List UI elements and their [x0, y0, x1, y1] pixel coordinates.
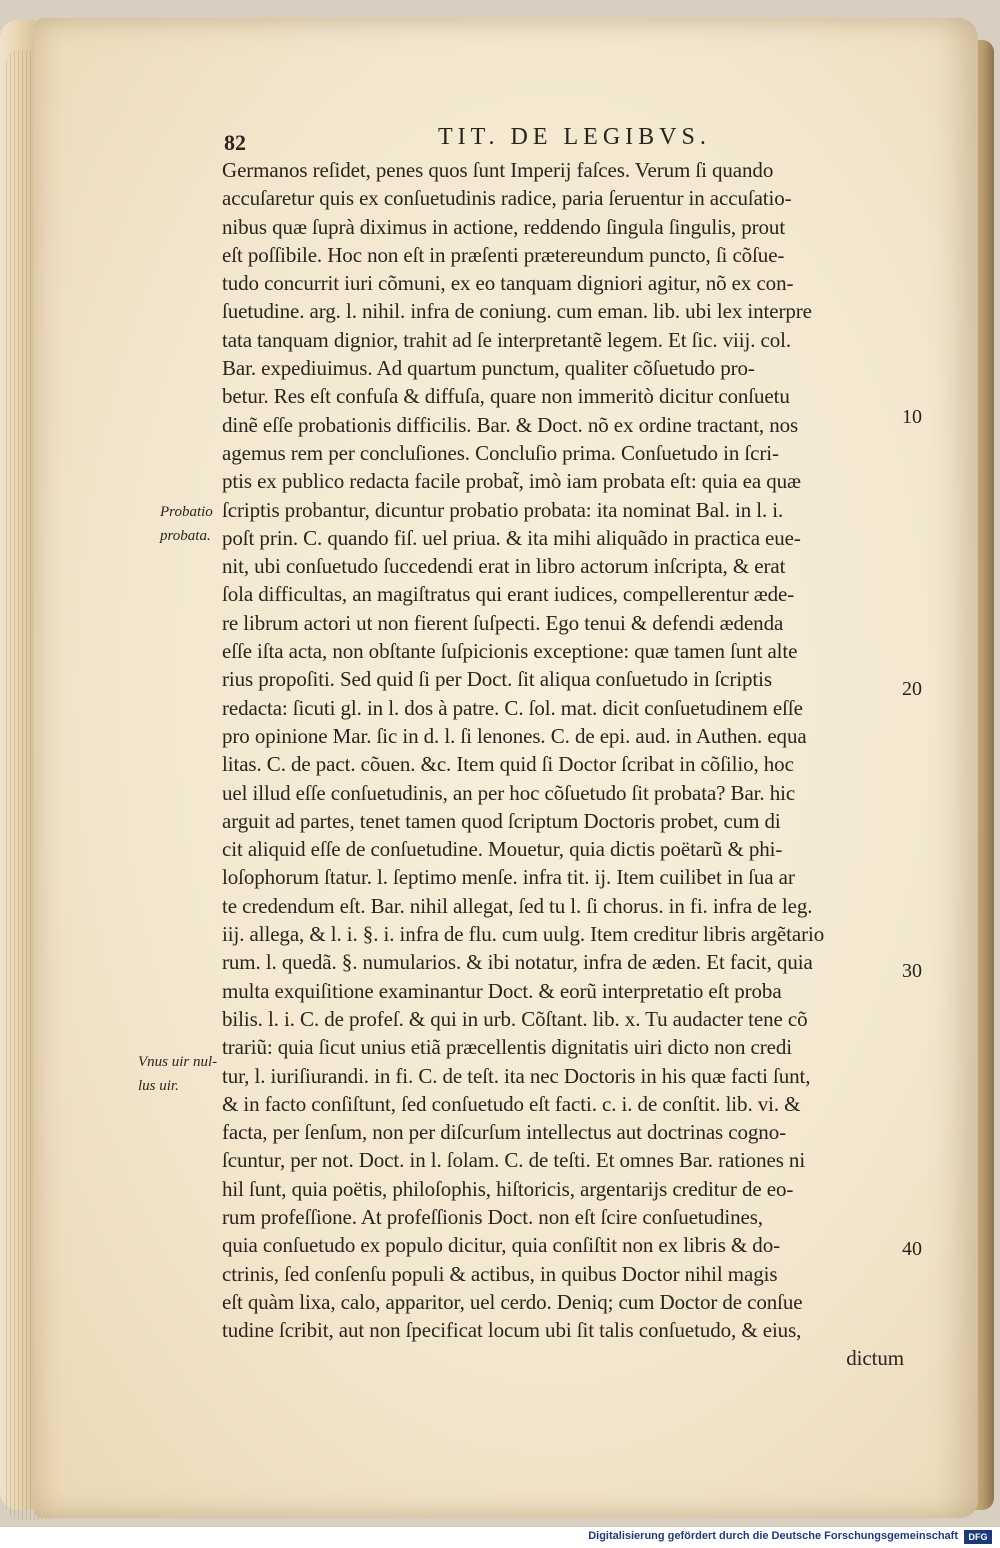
text-line: ſola difficultas, an magiſtratus qui erant iudices, compellerentur æde- [222, 582, 795, 607]
text-line: rius propoſiti. Sed quid ſi per Doct. ſit aliqua conſuetudo in ſcriptis [222, 667, 772, 692]
text-line: ctrinis, ſed conſenſu populi & actibus, in quibus Doctor nihil magis [222, 1261, 778, 1286]
text-line: agemus rem per concluſiones. Concluſio prima. Conſuetudo in ſcri- [222, 440, 779, 465]
body-text [222, 156, 912, 1373]
text-line: te credendum eſt. Bar. nihil allegat, ſed tu l. ſi chorus. in fi. infra de leg. [222, 893, 813, 918]
text-line: litas. C. de pact. cõuen. &c. Item quid ſi Doctor ſcribat in cõſilio, hoc [222, 752, 794, 777]
text-line: bilis. l. i. C. de profeſ. & qui in urb. Cõſtant. lib. x. Tu audacter tene cõ [222, 1006, 808, 1031]
text-line: tur, l. iuriſiurandi. in fi. C. de teſt. ita nec Doctoris in his quæ facti ſunt, [222, 1063, 811, 1088]
text-line: tudo concurrit iuri cõmuni, ex eo tanquam digniori agitur, nõ ex con- [222, 271, 794, 296]
text-line: eſt poſſibile. Hoc non eſt in præſenti prætereundum puncto, ſi cõſue- [222, 242, 785, 267]
text-line: poſt prin. C. quando fiſ. uel priua. & ita mihi aliquãdo in practica eue- [222, 525, 801, 550]
text-line: cit aliquid eſſe de conſuetudine. Mouetur, quia dictis poëtarũ & phi- [222, 837, 783, 862]
text-line: ſcuntur, per not. Doct. in l. ſolam. C. de teſti. Et omnes Bar. rationes ni [222, 1148, 806, 1173]
text-line: loſophorum ſtatur. l. ſeptimo menſe. infra tit. ij. Item cuilibet in ſua ar [222, 865, 795, 890]
catchword: dictum [846, 1346, 904, 1371]
line-number-20: 20 [902, 678, 922, 700]
text-line: ſcriptis probantur, dicuntur probatio probata: ita nominat Bal. in l. i. [222, 497, 784, 522]
text-line: & in facto conſiſtunt, ſed conſuetudo eſt facti. c. i. de conſtit. lib. vi. & [222, 1091, 801, 1116]
text-line: tudine ſcribit, aut non ſpecificat locum ubi ſit talis conſuetudo, & eius, [222, 1318, 802, 1343]
text-line: betur. Res eſt confuſa & diffuſa, quare non immeritò dicitur conſuetu [222, 384, 790, 409]
text-line: rum. l. quedã. §. numularios. & ibi notatur, infra de æden. Et facit, quia [222, 950, 813, 975]
dfg-logo: DFG [964, 1530, 992, 1544]
margin-note-vnus: Vnus uir nul- lus uir. [138, 1054, 218, 1094]
text-line: tata tanquam dignior, trahit ad ſe interpretantẽ legem. Et ſic. viij. col. [222, 327, 792, 352]
line-number-30: 30 [902, 960, 922, 982]
text-line: eſt quàm lixa, calo, apparitor, uel cerdo. Deniq; cum Doctor de conſue [222, 1289, 803, 1314]
text-line: hil ſunt, quia poëtis, philoſophis, hiſtoricis, argentarijs creditur de eo- [222, 1176, 794, 1201]
text-line: rum profeſſione. At profeſſionis Doct. non eſt ſcire conſuetudines, [222, 1204, 763, 1229]
funding-credit: Digitalisierung gefördert durch die Deutsche Forschungsgemeinschaft [588, 1530, 958, 1542]
text-line: trariũ: quia ſicut unius etiã præcellentis dignitatis uiri dicto non credi [222, 1035, 792, 1060]
text-line: eſſe iſta acta, non obſtante ſuſpicionis exceptione: quæ tamen ſunt alte [222, 639, 798, 664]
text-line: quia conſuetudo ex populo dicitur, quia conſiſtit non ex libris & do- [222, 1233, 780, 1258]
line-number-40: 40 [902, 1238, 922, 1260]
text-line: ptis ex publico redacta facile probat̃, imò iam probata eſt: quia ea quæ [222, 469, 801, 494]
text-line: dinẽ eſſe probationis difficilis. Bar. & Doct. nõ ex ordine tractant, nos [222, 412, 799, 437]
line-number-10: 10 [902, 406, 922, 428]
page-header [218, 124, 908, 158]
text-line: pro opinione Mar. ſic in d. l. ſi lenones. C. de epi. aud. in Authen. equa [222, 723, 807, 748]
page-number: 82 [224, 130, 246, 155]
text-line: Germanos reſidet, penes quos ſunt Imperij faſces. Verum ſi quando [222, 158, 774, 182]
text-line: re librum actori ut non fierent ſuſpecti. Ego tenui & defendi ædenda [222, 610, 784, 635]
text-line: arguit ad partes, tenet tamen quod ſcriptum Doctoris probet, cum di [222, 808, 781, 833]
text-line: redacta: ſicuti gl. in l. dos à patre. C. ſol. mat. dicit conſuetudinem eſſe [222, 695, 803, 720]
text-line: uel illud eſſe conſuetudinis, an per hoc cõſuetudo ſit probata? Bar. hic [222, 780, 796, 805]
text-line: nit, ubi conſuetudo ſuccedendi erat in libro actorum inſcripta, & erat [222, 554, 786, 579]
margin-note-probatio: Probatio probata. [160, 504, 213, 544]
text-line: iij. allega, & l. i. §. i. infra de flu. cum uulg. Item creditur libris argẽtario [222, 922, 825, 947]
text-line: Bar. expediuimus. Ad quartum punctum, qualiter cõſuetudo pro- [222, 356, 755, 381]
text-line: ſuetudine. arg. l. nihil. infra de coniung. cum eman. lib. ubi lex interpre [222, 299, 812, 324]
text-line: nibus quæ ſuprà diximus in actione, reddendo ſingula ſingulis, prout [222, 214, 786, 239]
text-line: multa exquiſitione examinantur Doct. & eorũ interpretatio eſt proba [222, 978, 782, 1003]
text-line: accuſaretur quis ex conſuetudinis radice, paria ſeruentur in accuſatio- [222, 186, 792, 211]
running-title: TIT. DE LEGIBVS. [438, 124, 711, 150]
text-line: facta, per ſenſum, non per diſcurſum intellectus aut doctrinas cogno- [222, 1120, 786, 1145]
footer-bar [0, 1527, 1000, 1548]
